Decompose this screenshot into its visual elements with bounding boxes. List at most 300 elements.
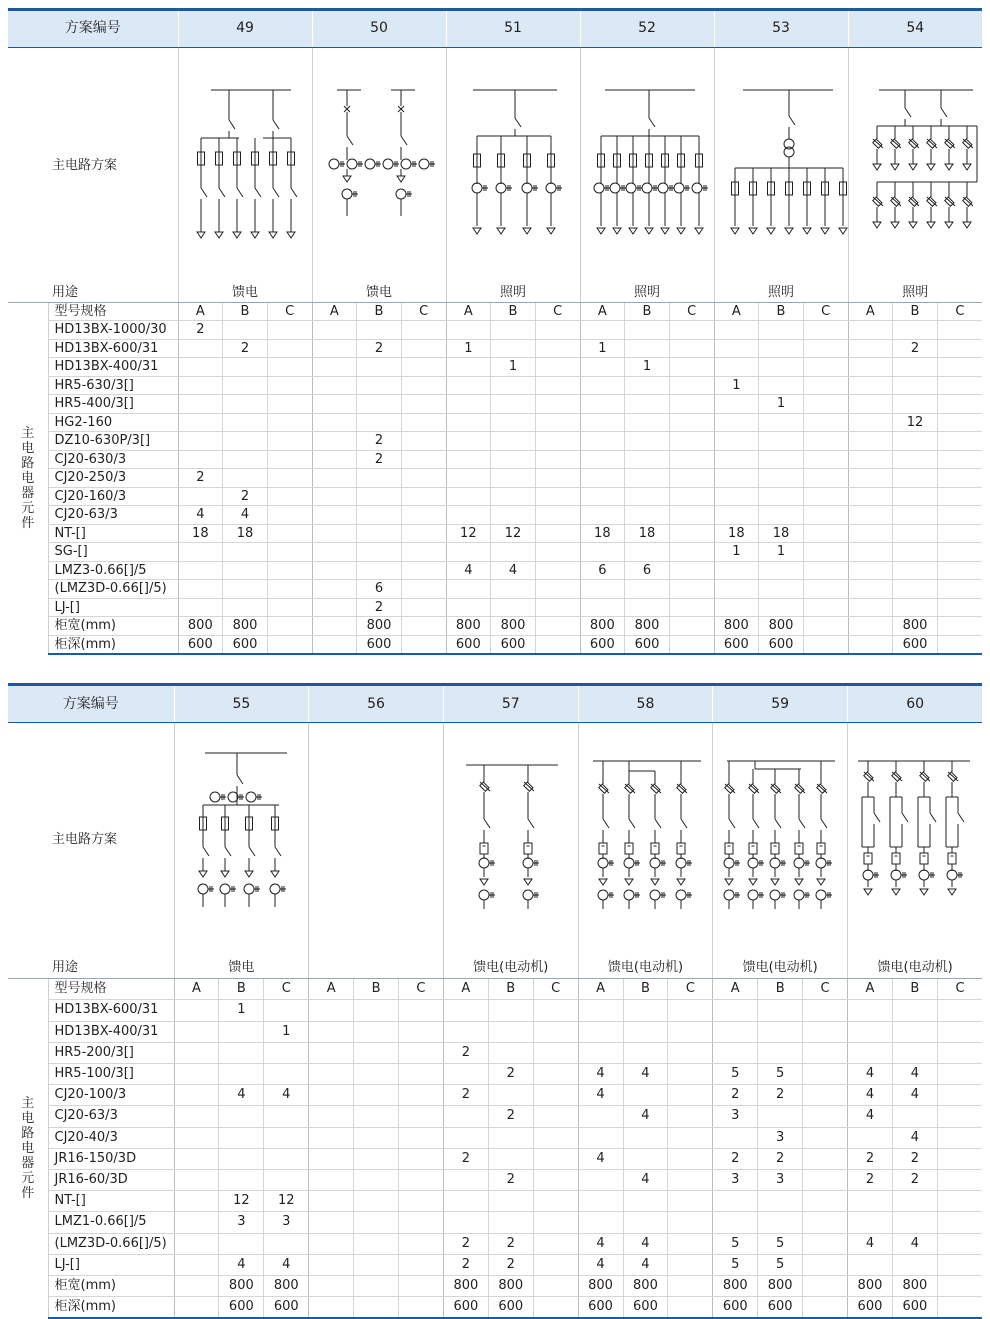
quantity-cell: 1 [264, 1021, 309, 1042]
quantity-cell: 800 [758, 1276, 803, 1297]
current-transformer [650, 858, 660, 868]
quantity-cell: 600 [491, 635, 536, 654]
quantity-cell [357, 543, 402, 562]
quantity-cell [580, 376, 625, 395]
quantity-cell [713, 1021, 758, 1042]
component-name: 柜深(mm) [48, 635, 178, 654]
quantity-cell [174, 1254, 219, 1275]
abc-header: B [893, 302, 938, 321]
quantity-cell [491, 376, 536, 395]
quantity-cell [223, 432, 268, 451]
outgoing-terminal [245, 871, 253, 877]
quantity-cell: 2 [758, 1148, 803, 1169]
quantity-cell: 4 [578, 1148, 623, 1169]
quantity-cell: 600 [223, 635, 268, 654]
quantity-cell: 600 [178, 635, 223, 654]
model-spec-label: 型号规格 [48, 979, 174, 1000]
outgoing-terminal [920, 889, 928, 895]
quantity-cell [312, 376, 357, 395]
abc-header: C [803, 979, 848, 1000]
quantity-cell [937, 1106, 982, 1127]
outgoing-terminal [873, 222, 881, 228]
circuit-diagram-svg [309, 731, 443, 951]
quantity-cell: 600 [625, 635, 670, 654]
quantity-cell [174, 1170, 219, 1191]
quantity-cell [398, 1254, 443, 1275]
quantity-cell [937, 450, 982, 469]
abc-header: C [533, 979, 578, 1000]
quantity-cell [937, 617, 982, 636]
quantity-cell [446, 580, 491, 599]
quantity-cell: 4 [446, 561, 491, 580]
switch-blade [401, 136, 407, 145]
quantity-cell [803, 395, 848, 414]
quantity-cell: 800 [580, 617, 625, 636]
quantity-cell [491, 395, 536, 414]
component-name: JR16-150/3D [48, 1148, 174, 1169]
quantity-cell [354, 1297, 399, 1319]
quantity-cell [893, 524, 938, 543]
quantity-cell [309, 1127, 354, 1148]
abc-header: C [535, 302, 580, 321]
quantity-cell [937, 395, 982, 414]
quantity-cell [668, 1148, 713, 1169]
switch-blade [775, 819, 781, 828]
quantity-cell [398, 1297, 443, 1319]
quantity-cell [848, 321, 893, 340]
quantity-cell [535, 376, 580, 395]
quantity-cell [578, 1170, 623, 1191]
component-name: 柜深(mm) [48, 1297, 174, 1319]
quantity-cell: 12 [893, 413, 938, 432]
plan-number: 54 [848, 10, 982, 48]
quantity-cell [580, 413, 625, 432]
plan-number: 56 [309, 685, 444, 723]
quantity-cell [312, 450, 357, 469]
quantity-cell [354, 1064, 399, 1085]
component-name: 柜宽(mm) [48, 617, 178, 636]
outgoing-terminal [927, 222, 935, 228]
plan-number: 55 [174, 685, 309, 723]
quantity-cell [398, 1085, 443, 1106]
quantity-cell [848, 524, 893, 543]
current-transformer [794, 858, 804, 868]
quantity-cell [848, 1191, 893, 1212]
component-name: HG2-160 [48, 413, 178, 432]
abc-header: C [803, 302, 848, 321]
quantity-cell [937, 598, 982, 617]
quantity-cell: 2 [178, 321, 223, 340]
quantity-cell [758, 1021, 803, 1042]
quantity-cell [267, 469, 312, 488]
quantity-cell [713, 1212, 758, 1233]
quantity-cell [446, 413, 491, 432]
quantity-cell [533, 1276, 578, 1297]
current-transformer [220, 884, 230, 894]
plan-number: 60 [848, 685, 983, 723]
quantity-cell [491, 469, 536, 488]
quantity-cell [488, 1191, 533, 1212]
quantity-cell: 12 [446, 524, 491, 543]
quantity-cell [219, 1170, 264, 1191]
current-transformer [419, 159, 429, 169]
quantity-cell [937, 358, 982, 377]
component-name: NT-[] [48, 524, 178, 543]
abc-header: C [401, 302, 446, 321]
switch-blade [930, 813, 936, 822]
quantity-cell [937, 580, 982, 599]
quantity-cell [357, 413, 402, 432]
quantity-cell [267, 617, 312, 636]
component-name: HR5-630/3[] [48, 376, 178, 395]
quantity-cell [937, 339, 982, 358]
quantity-cell [398, 1148, 443, 1169]
abc-header: A [713, 979, 758, 1000]
quantity-cell [803, 413, 848, 432]
quantity-cell [803, 617, 848, 636]
quantity-cell [535, 339, 580, 358]
switch-blade [649, 118, 655, 127]
switch-blade [799, 819, 805, 828]
component-name: CJ20-63/3 [48, 506, 178, 525]
quantity-cell [535, 358, 580, 377]
quantity-cell [668, 1064, 713, 1085]
outgoing-terminal [197, 232, 205, 238]
thermal-relay [749, 843, 757, 854]
quantity-cell [668, 1106, 713, 1127]
quantity-cell [669, 598, 714, 617]
quantity-cell [713, 1191, 758, 1212]
quantity-cell [848, 358, 893, 377]
quantity-cell [223, 561, 268, 580]
quantity-cell [758, 1106, 803, 1127]
quantity-cell [533, 1127, 578, 1148]
quantity-cell [401, 543, 446, 562]
outgoing-terminal [839, 228, 847, 234]
quantity-cell [803, 1021, 848, 1042]
quantity-cell [178, 543, 223, 562]
quantity-cell: 2 [223, 339, 268, 358]
quantity-cell [535, 617, 580, 636]
quantity-cell [535, 395, 580, 414]
quantity-cell [803, 1297, 848, 1319]
quantity-cell [443, 1191, 488, 1212]
outgoing-terminal [731, 228, 739, 234]
component-name: LJ-[] [48, 1254, 174, 1275]
quantity-cell [669, 506, 714, 525]
quantity-cell [267, 413, 312, 432]
purpose-value: 照明 [848, 284, 982, 302]
thermal-relay [920, 853, 928, 864]
quantity-cell [491, 450, 536, 469]
circuit-diagram-svg [848, 731, 982, 951]
quantity-cell: 12 [491, 524, 536, 543]
quantity-cell: 4 [892, 1127, 937, 1148]
quantity-cell [803, 1000, 848, 1021]
quantity-cell [669, 321, 714, 340]
quantity-cell [848, 395, 893, 414]
quantity-cell [354, 1254, 399, 1275]
quantity-cell [535, 543, 580, 562]
quantity-cell: 2 [488, 1106, 533, 1127]
quantity-cell: 1 [759, 543, 804, 562]
outgoing-terminal [497, 228, 505, 234]
outgoing-terminal [221, 871, 229, 877]
purpose-value: 馈电(电动机) [578, 958, 713, 979]
component-name: LMZ3-0.66[]/5 [48, 561, 178, 580]
thermal-relay [625, 843, 633, 854]
plan-number: 58 [578, 685, 713, 723]
quantity-cell: 2 [223, 487, 268, 506]
quantity-cell [309, 1233, 354, 1254]
thermal-relay [524, 843, 532, 854]
abc-header: A [580, 302, 625, 321]
plan-number: 51 [446, 10, 580, 48]
switch-blade [681, 819, 687, 828]
switch-blade [229, 120, 235, 129]
outgoing-terminal [397, 176, 405, 182]
quantity-cell [354, 1276, 399, 1297]
quantity-cell [354, 1191, 399, 1212]
component-name: 柜宽(mm) [48, 1276, 174, 1297]
quantity-cell: 2 [178, 469, 223, 488]
quantity-cell: 800 [714, 617, 759, 636]
quantity-cell [803, 1127, 848, 1148]
quantity-cell: 5 [758, 1254, 803, 1275]
quantity-cell [267, 561, 312, 580]
quantity-cell: 2 [488, 1233, 533, 1254]
quantity-cell [937, 543, 982, 562]
quantity-cell [446, 487, 491, 506]
quantity-cell [893, 376, 938, 395]
thermal-relay [817, 843, 825, 854]
quantity-cell [446, 376, 491, 395]
quantity-cell: 2 [758, 1085, 803, 1106]
purpose-label: 用途 [8, 284, 178, 302]
quantity-cell: 18 [714, 524, 759, 543]
quantity-cell [578, 1021, 623, 1042]
purpose-value: 馈电(电动机) [848, 958, 983, 979]
abc-header: B [625, 302, 670, 321]
quantity-cell [267, 598, 312, 617]
quantity-cell [580, 469, 625, 488]
outgoing-terminal [287, 232, 295, 238]
quantity-cell [535, 469, 580, 488]
quantity-cell [533, 1021, 578, 1042]
purpose-value: 馈电(电动机) [713, 958, 848, 979]
switch-blade [958, 813, 964, 822]
quantity-cell [848, 487, 893, 506]
quantity-cell: 18 [625, 524, 670, 543]
quantity-cell [357, 395, 402, 414]
quantity-cell: 600 [357, 635, 402, 654]
quantity-cell [714, 358, 759, 377]
current-transformer [594, 183, 604, 193]
purpose-value: 馈电(电动机) [443, 958, 578, 979]
quantity-cell [398, 1212, 443, 1233]
quantity-cell: 2 [713, 1148, 758, 1169]
component-name: CJ20-630/3 [48, 450, 178, 469]
quantity-cell [535, 561, 580, 580]
quantity-cell: 600 [758, 1297, 803, 1319]
outgoing-terminal [945, 222, 953, 228]
quantity-cell [669, 413, 714, 432]
outgoing-terminal [269, 232, 277, 238]
quantity-cell [580, 543, 625, 562]
component-name: CJ20-40/3 [48, 1127, 174, 1148]
circuit-diagram-svg [579, 731, 713, 951]
current-transformer [724, 858, 734, 868]
quantity-cell [357, 487, 402, 506]
quantity-cell [580, 321, 625, 340]
quantity-cell: 800 [223, 617, 268, 636]
quantity-cell [623, 1212, 668, 1233]
quantity-cell: 18 [178, 524, 223, 543]
quantity-cell [759, 413, 804, 432]
quantity-cell [491, 321, 536, 340]
quantity-cell: 4 [848, 1233, 893, 1254]
abc-header: B [491, 302, 536, 321]
quantity-cell: 4 [623, 1106, 668, 1127]
outgoing-terminal [873, 164, 881, 170]
quantity-cell [174, 1021, 219, 1042]
quantity-cell [354, 1170, 399, 1191]
quantity-cell [354, 1085, 399, 1106]
quantity-cell: 600 [759, 635, 804, 654]
quantity-cell [491, 487, 536, 506]
quantity-cell: 2 [892, 1148, 937, 1169]
quantity-cell [309, 1021, 354, 1042]
quantity-cell [625, 487, 670, 506]
quantity-cell [668, 1170, 713, 1191]
quantity-cell [669, 432, 714, 451]
quantity-cell: 4 [578, 1254, 623, 1275]
outgoing-terminal [909, 222, 917, 228]
quantity-cell [580, 506, 625, 525]
outgoing-terminal [948, 889, 956, 895]
quantity-cell [893, 432, 938, 451]
quantity-cell [937, 1021, 982, 1042]
quantity-cell [354, 1233, 399, 1254]
quantity-cell [398, 1276, 443, 1297]
quantity-cell [488, 1042, 533, 1063]
quantity-cell [357, 358, 402, 377]
current-transformer [598, 858, 608, 868]
quantity-cell [669, 339, 714, 358]
outgoing-terminal [749, 879, 757, 885]
quantity-cell: 4 [848, 1106, 893, 1127]
category-text: 主电路电器元件 [21, 425, 35, 531]
quantity-cell [803, 598, 848, 617]
circuit-diagram-svg [715, 56, 849, 276]
quantity-cell [759, 598, 804, 617]
quantity-cell: 4 [623, 1254, 668, 1275]
quantity-cell [491, 506, 536, 525]
quantity-cell [533, 1170, 578, 1191]
quantity-cell [625, 469, 670, 488]
quantity-cell: 800 [759, 617, 804, 636]
quantity-cell [937, 561, 982, 580]
quantity-cell [174, 1212, 219, 1233]
quantity-cell [759, 561, 804, 580]
quantity-cell [713, 1127, 758, 1148]
model-spec-label: 型号规格 [48, 302, 178, 321]
abc-header: A [309, 979, 354, 1000]
quantity-cell [578, 1042, 623, 1063]
circuit-diagram [714, 48, 848, 285]
category-text: 主电路电器元件 [21, 1096, 35, 1202]
quantity-cell [357, 506, 402, 525]
outgoing-terminal [597, 228, 605, 234]
quantity-cell: 2 [443, 1233, 488, 1254]
main-circuit-label: 主电路方案 [52, 832, 118, 848]
quantity-cell [668, 1233, 713, 1254]
quantity-cell [535, 432, 580, 451]
quantity-cell [669, 395, 714, 414]
quantity-cell [174, 1106, 219, 1127]
switch-blade [273, 120, 279, 129]
quantity-cell: 2 [488, 1254, 533, 1275]
quantity-cell [759, 321, 804, 340]
quantity-cell [578, 1127, 623, 1148]
quantity-cell: 6 [625, 561, 670, 580]
quantity-cell: 1 [625, 358, 670, 377]
quantity-cell [264, 1170, 309, 1191]
circuit-diagram-svg [713, 731, 847, 951]
quantity-cell [668, 1212, 713, 1233]
quantity-cell: 800 [848, 1276, 893, 1297]
current-transformer [676, 858, 686, 868]
switch-blade [821, 819, 827, 828]
quantity-cell: 5 [713, 1064, 758, 1085]
switch-blade [201, 188, 207, 197]
outgoing-terminal [963, 164, 971, 170]
quantity-cell [398, 1064, 443, 1085]
component-name: SG-[] [48, 543, 178, 562]
quantity-cell [401, 598, 446, 617]
current-transformer [816, 858, 826, 868]
circuit-diagram-svg [444, 731, 578, 951]
quantity-cell [848, 413, 893, 432]
quantity-cell [401, 395, 446, 414]
quantity-cell: 2 [357, 450, 402, 469]
thermal-relay [864, 853, 872, 864]
quantity-cell [174, 1064, 219, 1085]
quantity-cell [803, 432, 848, 451]
circuit-diagram-svg [849, 56, 983, 276]
component-name: CJ20-63/3 [48, 1106, 174, 1127]
switch-blade [629, 819, 635, 828]
quantity-cell: 2 [713, 1085, 758, 1106]
quantity-cell [578, 1191, 623, 1212]
quantity-cell [759, 358, 804, 377]
purpose-label: 用途 [8, 958, 174, 979]
current-transformer [658, 183, 668, 193]
current-transformer [598, 890, 608, 900]
circuit-diagram [178, 48, 312, 285]
quantity-cell [759, 469, 804, 488]
quantity-cell [219, 1064, 264, 1085]
quantity-cell [892, 1021, 937, 1042]
quantity-cell: 5 [758, 1064, 803, 1085]
quantity-cell [357, 376, 402, 395]
quantity-cell [533, 1233, 578, 1254]
switch-blade [203, 847, 209, 856]
quantity-cell [623, 1191, 668, 1212]
quantity-cell [669, 450, 714, 469]
abc-header: A [848, 302, 893, 321]
quantity-cell [803, 1191, 848, 1212]
